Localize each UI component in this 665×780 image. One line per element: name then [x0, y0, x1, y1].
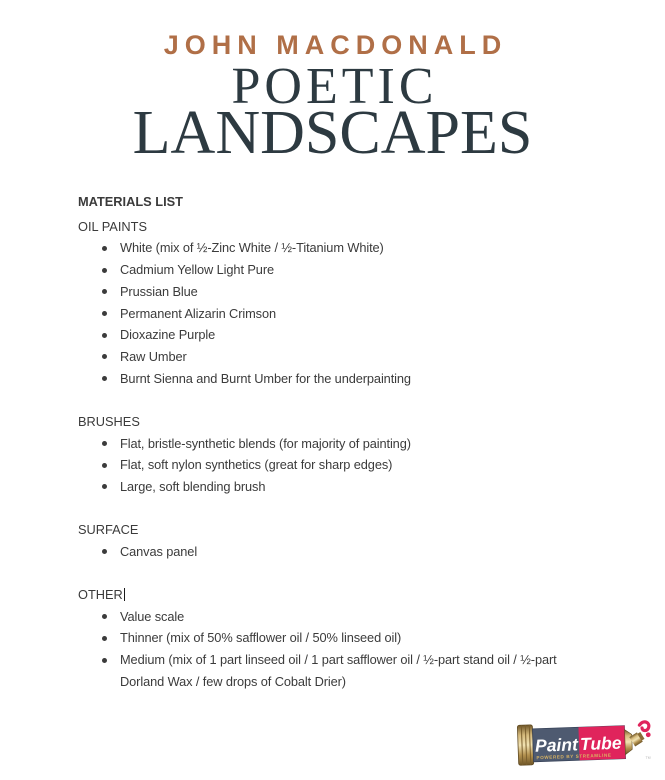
bullet-icon	[102, 354, 107, 359]
list-item	[78, 476, 578, 498]
bullet-icon	[102, 614, 107, 619]
bullet-icon	[102, 376, 107, 381]
bullet-icon	[102, 484, 107, 489]
list-item-text: Flat, soft nylon synthetics (great for sharp edges)	[120, 457, 393, 473]
list-item	[78, 259, 578, 281]
bullet-icon	[102, 658, 107, 663]
list-item-text: Canvas panel	[120, 543, 198, 559]
section-surface	[78, 519, 665, 562]
logo-trademark: TM	[645, 755, 651, 760]
list-item	[78, 606, 578, 628]
bullet-icon	[102, 441, 107, 446]
list-item	[78, 281, 578, 303]
bullet-icon	[102, 636, 107, 641]
list-item-text: Large, soft blending brush	[120, 478, 266, 494]
list-item	[78, 454, 578, 476]
list-item-text: Raw Umber	[120, 348, 187, 364]
artist-name: JOHN MACDONALD	[163, 30, 508, 60]
list-item	[78, 627, 578, 649]
oil-paints-items	[78, 237, 578, 389]
list-item-text: Burnt Sienna and Burnt Umber for the underpainting	[120, 370, 411, 386]
section-title: OIL PAINTS	[78, 218, 147, 234]
logo-word-paint: Paint	[534, 734, 579, 756]
section-title-text: OTHER	[78, 587, 123, 603]
bullet-icon	[102, 289, 107, 294]
course-header	[0, 0, 665, 167]
materials-list	[78, 191, 665, 693]
list-item-text: Flat, bristle-synthetic blends (for majority of painting)	[120, 435, 411, 451]
paint-squirt-icon	[639, 722, 649, 731]
course-title-line2: LANDSCAPES	[132, 99, 533, 167]
paint-tube-icon	[514, 712, 656, 775]
section-brushes	[78, 411, 665, 498]
text-cursor	[124, 588, 125, 601]
bullet-icon	[102, 549, 107, 554]
logo-tagline: POWERED BY STREAMLINE	[536, 752, 612, 761]
bullet-icon	[102, 333, 107, 338]
list-item-text: White (mix of ½-Zinc White / ½-Titanium White)	[120, 240, 384, 256]
section-oil-paints	[78, 216, 665, 390]
bullet-icon	[102, 268, 107, 273]
list-item-text: Value scale	[120, 608, 185, 624]
course-title-line1: POETIC	[231, 58, 438, 115]
list-item-text: Cadmium Yellow Light Pure	[120, 262, 274, 278]
list-item	[78, 237, 578, 259]
section-title: BRUSHES	[78, 413, 140, 429]
bullet-icon	[102, 463, 107, 468]
list-item-text: Permanent Alizarin Crimson	[120, 305, 276, 321]
list-item	[78, 303, 578, 325]
materials-heading: MATERIALS LIST	[78, 194, 183, 209]
list-item	[78, 649, 578, 692]
section-title: SURFACE	[78, 522, 139, 538]
list-item	[78, 324, 578, 346]
bullet-icon	[102, 311, 107, 316]
list-item-text: Dioxazine Purple	[120, 327, 216, 343]
bullet-icon	[102, 246, 107, 251]
list-item-text: Thinner (mix of 50% safflower oil / 50% linseed oil)	[120, 630, 402, 646]
surface-items	[78, 541, 578, 563]
list-item	[78, 541, 578, 563]
painttube-logo	[514, 712, 656, 775]
list-item	[78, 433, 578, 455]
list-item-text: Prussian Blue	[120, 283, 198, 299]
logo-word-tube: Tube	[579, 732, 622, 755]
list-item-text: Medium (mix of 1 part linseed oil / 1 part safflower oil / ½-part stand oil / ½-part Dorland Wax / few drops of Cobalt Drier)	[120, 652, 557, 689]
other-items	[78, 606, 578, 693]
section-other	[78, 584, 665, 693]
section-title	[78, 584, 665, 606]
list-item	[78, 346, 578, 368]
brushes-items	[78, 433, 578, 498]
list-item	[78, 368, 578, 390]
